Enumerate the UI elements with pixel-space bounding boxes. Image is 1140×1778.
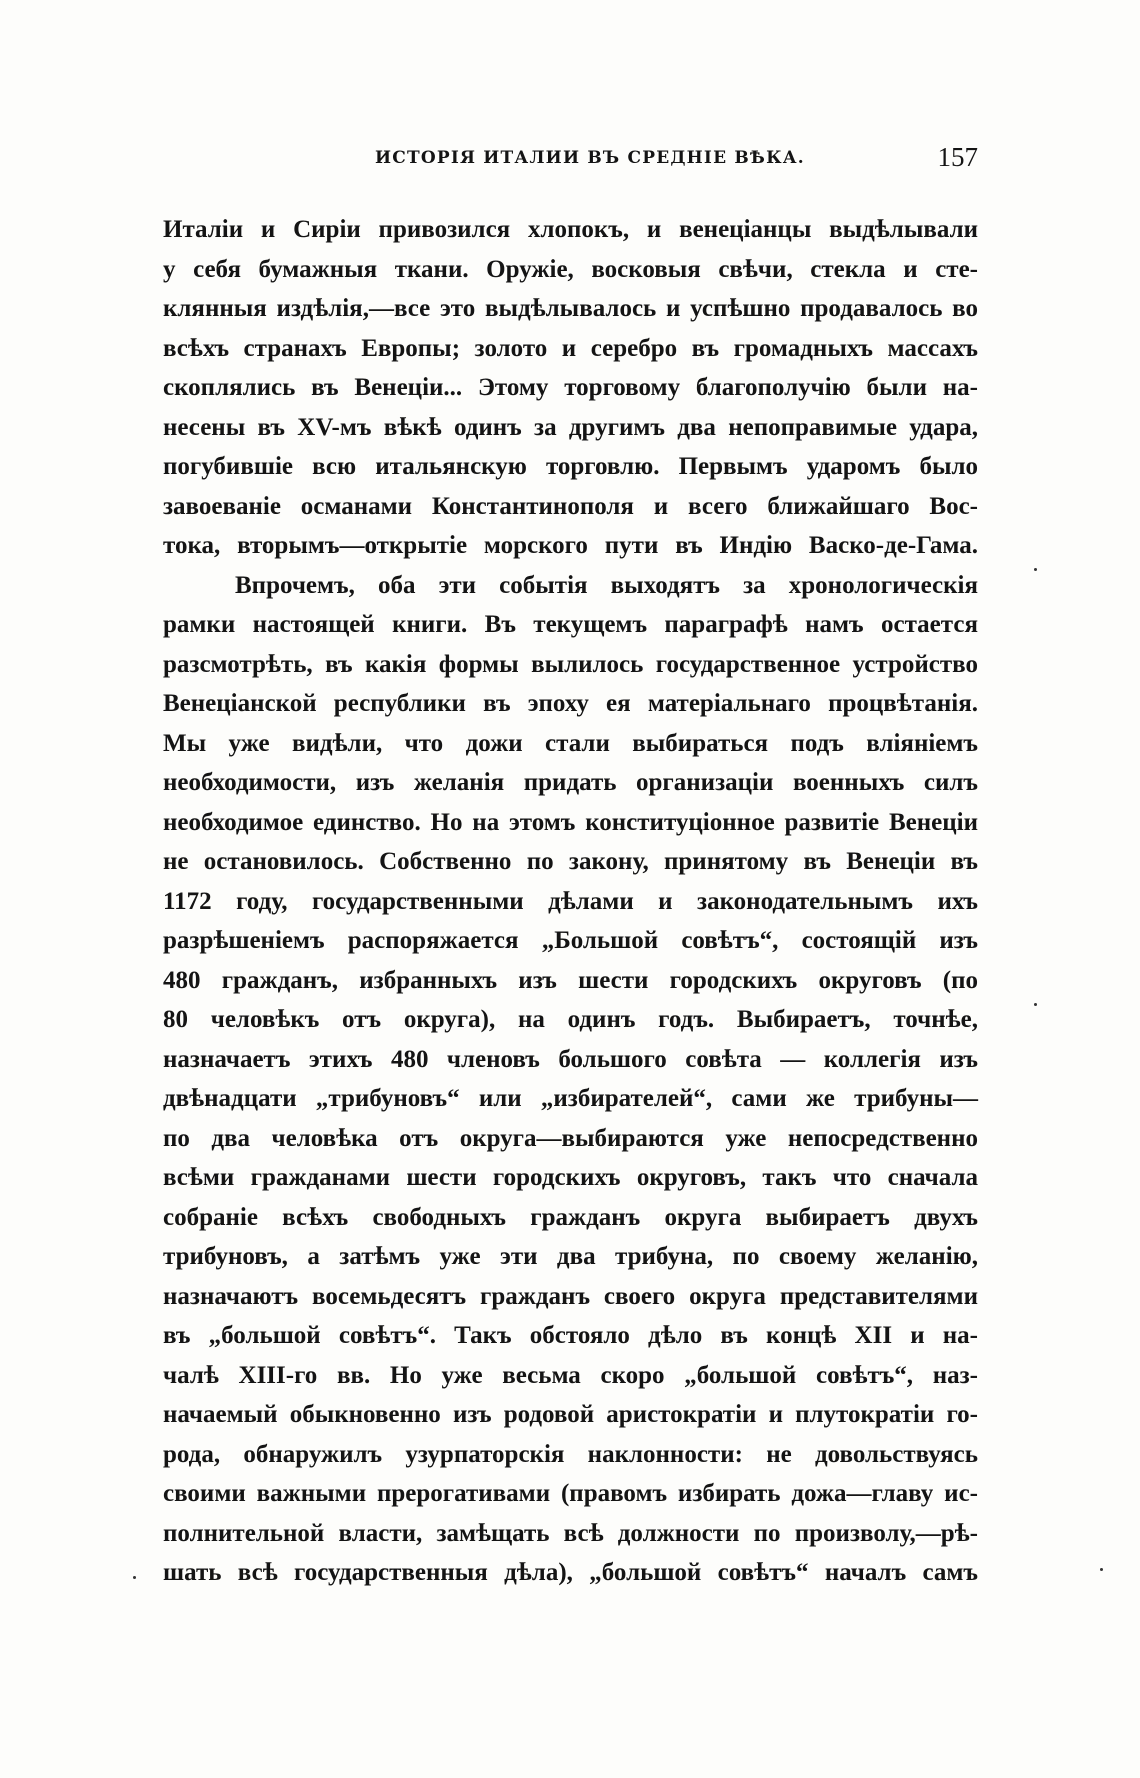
text-line: по два человѣка отъ округа—выбираются уже непосредственно — [163, 1124, 978, 1152]
text-line: всѣми гражданами шести городскихъ округовъ, такъ что сначала — [163, 1164, 978, 1191]
text-line: Венеціанской республики въ эпоху ея матеріальнаго процвѣтанія. — [163, 690, 978, 717]
text-line: завоеваніе османами Константинополя и всего ближайшаго Вос- — [163, 492, 978, 520]
text-line: своими важными прерогативами (правомъ избирать дожа—главу ис- — [163, 1480, 978, 1507]
text-line: тока, вторымъ—открытіе морского пути въ Индію Васко-де-Гама. — [163, 532, 978, 559]
text-line: всѣхъ странахъ Европы; золото и серебро въ громадныхъ массахъ — [163, 334, 978, 362]
text-line: 80 человѣкъ отъ округа), на одинъ годъ. Выбираетъ, точнѣе, — [163, 1006, 978, 1033]
text-line: погубившіе всю итальянскую торговлю. Первымъ ударомъ было — [163, 453, 978, 480]
text-line: клянныя издѣлія,—все это выдѣлывалось и успѣшно продавалось во — [163, 295, 978, 322]
page-number: 157 — [937, 142, 978, 172]
text-line: полнительной власти, замѣщать всѣ должности по произволу,—рѣ- — [163, 1519, 978, 1547]
running-title: ИСТОРІЯ ИТАЛИИ ВЪ СРЕДНІЕ ВѢКА. — [375, 148, 805, 168]
text-line: рода, обнаружилъ узурпаторскія наклонности: не довольствуясь — [163, 1440, 978, 1468]
text-line: несены въ XV-мъ вѣкѣ одинъ за другимъ два непоправимые удара, — [163, 413, 978, 441]
text-line: назначаютъ восемьдесятъ гражданъ своего округа представителями — [163, 1282, 978, 1310]
text-line: начаемый обыкновенно изъ родовой аристократіи и плутократіи го- — [163, 1401, 978, 1428]
running-head — [160, 142, 978, 182]
text-line: трибуновъ, а затѣмъ уже эти два трибуна, по своему желанію, — [163, 1243, 978, 1270]
text-line: чалѣ XIII-го вв. Но уже весьма скоро „большой совѣтъ“, наз- — [163, 1361, 978, 1389]
body-text — [163, 210, 978, 1593]
text-line: собраніе всѣхъ свободныхъ гражданъ округа выбираетъ двухъ — [163, 1203, 978, 1231]
scan-speck — [1034, 568, 1037, 571]
scan-speck — [1100, 1568, 1103, 1571]
text-line: 1172 году, государственными дѣлами и законодательнымъ ихъ — [163, 887, 978, 915]
text-line: Мы уже видѣли, что дожи стали выбираться подъ вліяніемъ — [163, 729, 978, 757]
text-line: разрѣшеніемъ распоряжается „Большой совѣтъ“, состоящій изъ — [163, 927, 978, 954]
text-line: 480 гражданъ, избранныхъ изъ шести городскихъ округовъ (по — [163, 966, 978, 994]
scan-speck — [1034, 1003, 1037, 1006]
text-line: у себя бумажныя ткани. Оружіе, восковыя свѣчи, стекла и сте- — [163, 255, 978, 283]
text-line: разсмотрѣть, въ какія формы вылилось государственное устройство — [163, 650, 978, 678]
text-line: двѣнадцати „трибуновъ“ или „избирателей“, сами же трибуны— — [163, 1085, 978, 1112]
text-line: необходимое единство. Но на этомъ конституціонное развитіе Венеціи — [163, 808, 978, 836]
text-line: шать всѣ государственныя дѣла), „большой совѣтъ“ началъ самъ — [163, 1559, 978, 1586]
text-line: Италіи и Сиріи привозился хлопокъ, и венеціанцы выдѣлывали — [163, 216, 978, 243]
text-line: необходимости, изъ желанія придать организаціи военныхъ силъ — [163, 769, 978, 796]
text-line: скоплялись въ Венеціи... Этому торговому благополучію были на- — [163, 374, 978, 401]
paragraph-start-line: Впрочемъ, оба эти событія выходятъ за хронологическія — [235, 571, 978, 599]
text-line: не остановилось. Собственно по закону, принятому въ Венеціи въ — [163, 848, 978, 875]
text-line: назначаетъ этихъ 480 членовъ большого совѣта — коллегія изъ — [163, 1045, 978, 1073]
text-line: въ „большой совѣтъ“. Такъ обстояло дѣло въ концѣ XII и на- — [163, 1322, 978, 1349]
scan-speck — [133, 1576, 136, 1579]
text-line: рамки настоящей книги. Въ текущемъ параграфѣ намъ остается — [163, 611, 978, 638]
